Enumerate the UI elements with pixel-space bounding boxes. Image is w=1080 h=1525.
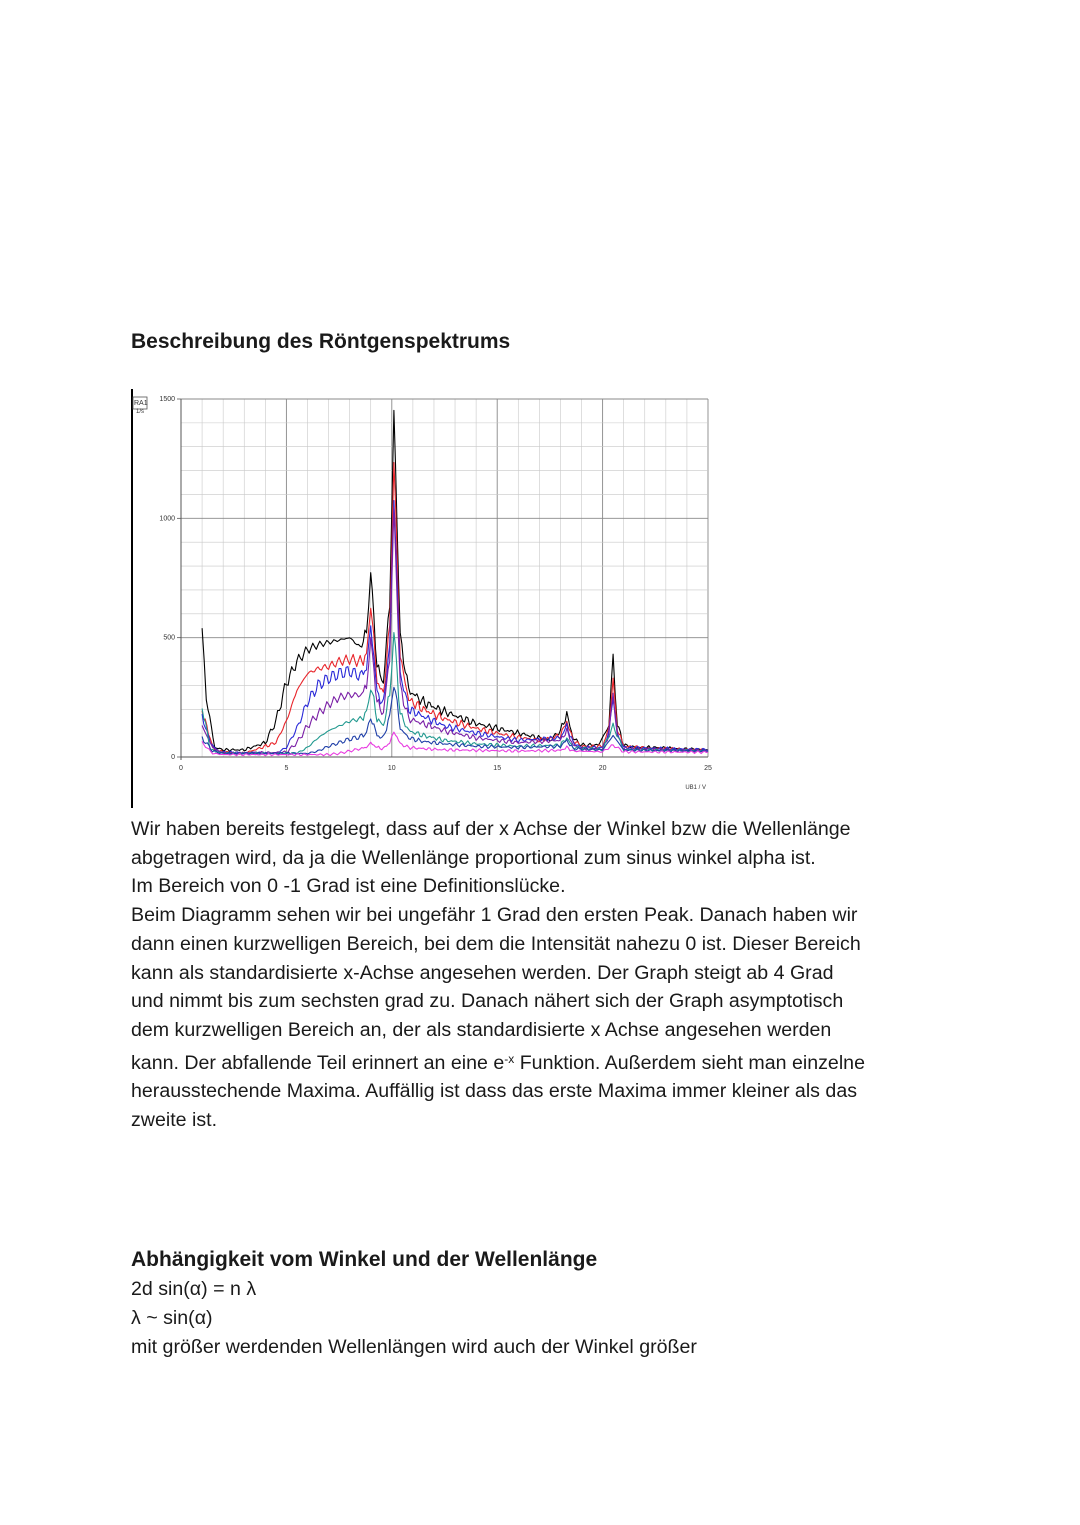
x-tick-label: 10: [387, 765, 396, 772]
para-line: dem kurzwelligen Bereich an, der als standardisierte x Achse angesehen werden: [131, 1018, 832, 1041]
x-tick-label: 15: [493, 765, 502, 772]
para-line: Wir haben bereits festgelegt, dass auf der x Achse der Winkel bzw die Wellenlänge: [131, 818, 851, 840]
x-tick-label: 5: [284, 765, 289, 772]
para-text: kann. Der abfallende Teil erinnert an eine e: [131, 1051, 505, 1074]
y-tick-label: 0: [171, 754, 175, 761]
para-line: und nimmt bis zum sechsten grad zu. Danach nähert sich der Graph asymptotisch: [131, 990, 844, 1013]
para-line: [131, 1045, 961, 1078]
y-axis-label: RA1: [134, 400, 148, 407]
para-line: abgetragen wird, da ja die Wellenlänge proportional zum sinus winkel alpha ist.: [131, 846, 816, 869]
y-tick-label: 500: [163, 634, 175, 642]
section-2: [131, 1245, 961, 1362]
grid: [181, 399, 708, 757]
para-line: dann einen kurzwelligen Bereich, bei dem die Intensität nahezu 0 ist. Dieser Bereich: [131, 932, 861, 955]
para-line: zweite ist.: [131, 1109, 218, 1132]
exponent: -x: [504, 1051, 515, 1066]
para-line: kann als standardisierte x-Achse angesehen werden. Der Graph steigt ab 4 Grad: [131, 961, 834, 984]
y-tick-label: 1500: [159, 396, 175, 403]
x-axis-label: UB1 / V: [685, 785, 706, 791]
formula-bragg: 2d sin(α) = n λ: [131, 1278, 257, 1300]
description-paragraph: [131, 815, 961, 1135]
para-text: Funktion. Außerdem sieht man einzelne: [514, 1051, 865, 1074]
section-2-text: mit größer werdenden Wellenlängen wird auch der Winkel größer: [131, 1336, 697, 1358]
x-tick-label: 25: [704, 765, 712, 772]
section-2-title: Abhängigkeit vom Winkel und der Wellenlänge: [131, 1248, 598, 1271]
y-tick-label: 1000: [159, 515, 175, 523]
y-axis-unit: 1/s: [136, 409, 145, 415]
formula-proportional: λ ~ sin(α): [131, 1307, 213, 1329]
x-tick-label: 20: [598, 765, 607, 772]
para-line: Im Bereich von 0 -1 Grad ist eine Definitionslücke.: [131, 875, 566, 898]
xray-spectrum-chart: [128, 386, 728, 811]
section-title: Beschreibung des Röntgenspektrums: [131, 330, 511, 353]
para-line: herausstechende Maxima. Auffällig ist dass das erste Maxima immer kleiner als das: [131, 1080, 858, 1103]
para-line: Beim Diagramm sehen wir bei ungefähr 1 Grad den ersten Peak. Danach haben wir: [131, 904, 858, 927]
chart-svg: [128, 386, 728, 811]
x-tick-label: 0: [179, 765, 183, 772]
